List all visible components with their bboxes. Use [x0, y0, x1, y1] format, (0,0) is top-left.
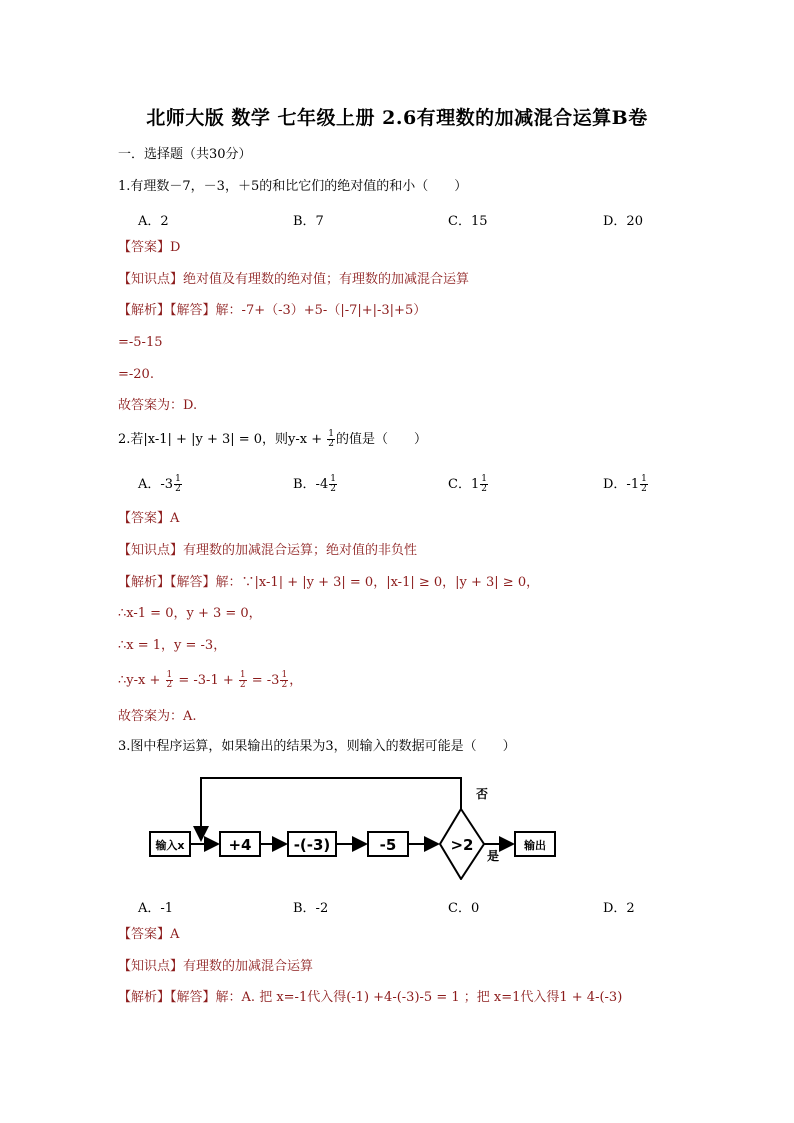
option-label: C．1 [448, 477, 480, 492]
fraction-denominator: 2 [166, 680, 173, 690]
option-label: A．-3 [138, 477, 174, 492]
q2-option-d [603, 473, 649, 494]
fraction-numerator: 1 [175, 474, 181, 484]
analysis-tag: 【解析】 [118, 303, 171, 318]
fraction-numerator: 1 [330, 474, 336, 484]
op3-label: -5 [379, 836, 397, 854]
jie-label: 解： [215, 575, 242, 590]
step4-part-c: = -3 [247, 673, 280, 688]
answer-tag: 【答案】 [118, 511, 171, 526]
input-label: 输入x [155, 839, 185, 852]
q1-option-c: C．15 [448, 214, 488, 229]
step4-fraction-3 [280, 671, 288, 690]
fraction-numerator: 1 [328, 429, 335, 439]
q1-conclusion: D. [183, 398, 198, 413]
op1-label: +4 [228, 836, 252, 854]
option-fraction [480, 475, 488, 494]
step4-fraction-2 [239, 671, 247, 690]
yes-label: 是 [487, 849, 500, 863]
q2-stem [118, 430, 427, 449]
section-heading: 一．选择题（共30分） [118, 147, 252, 162]
q1-option-a: A．2 [138, 214, 169, 229]
q3-option-a: A．-1 [138, 901, 174, 916]
q1-answer: D [170, 240, 181, 255]
q3-analysis-line: A. 把 x=-1代入得(-1) +4-(-3)-5 = 1 ；把 x=1代入得1 + 4-(-3) [241, 990, 623, 1005]
q1-step-3: =-20. [118, 367, 154, 382]
step4-part-d: ， [289, 673, 303, 688]
solution-tag: 【解答】 [170, 575, 216, 590]
q2-option-c [448, 473, 489, 494]
q2-option-b [293, 473, 338, 494]
option-fraction [174, 475, 182, 494]
jie-label: 解： [215, 990, 242, 1005]
fraction-denominator: 2 [328, 439, 335, 449]
q3-stem: 3.图中程序运算，如果输出的结果为3，则输入的数据可能是（ ） [118, 739, 516, 754]
q3-analysis-row [118, 989, 622, 1007]
fraction-numerator: 1 [166, 670, 173, 680]
step4-part-a: ∴y-x + [118, 673, 165, 688]
q2-answer-row [118, 510, 179, 528]
fraction-denominator: 2 [641, 484, 647, 494]
q2-knowledge: 有理数的加减混合运算；绝对值的非负性 [183, 543, 418, 558]
q3-answer-row [118, 926, 179, 944]
q3-knowledge: 有理数的加减混合运算 [183, 959, 314, 974]
q3-knowledge-row [118, 958, 313, 976]
q3-option-d: D．2 [603, 901, 635, 916]
conclusion-label: 故答案为： [118, 398, 184, 413]
option-label: B．-4 [293, 477, 329, 492]
solution-tag: 【解答】 [170, 990, 216, 1005]
knowledge-tag: 【知识点】 [118, 543, 184, 558]
output-label: 输出 [524, 839, 546, 852]
answer-tag: 【答案】 [118, 240, 171, 255]
q2-step-1: ∵|x-1| + |y + 3| = 0，|x-1| ≥ 0，|y + 3| ≥ 0， [241, 575, 540, 590]
fraction-denominator: 2 [175, 484, 181, 494]
q1-analysis-row [118, 302, 426, 320]
feedback-arrow [201, 778, 461, 840]
fraction-denominator: 2 [239, 680, 246, 690]
q1-answer-row [118, 239, 180, 257]
q2-stem-part-a: 2.若|x-1| + |y + 3| = 0，则y-x + [118, 432, 327, 447]
fraction-denominator: 2 [281, 680, 288, 690]
analysis-tag: 【解析】 [118, 990, 171, 1005]
answer-tag: 【答案】 [118, 927, 171, 942]
q2-step-4 [118, 671, 302, 690]
fraction-numerator: 1 [281, 670, 288, 680]
step4-part-b: = -3-1 + [174, 673, 238, 688]
q2-conclusion: A. [183, 709, 197, 724]
q2-answer: A [170, 511, 180, 526]
q2-option-a [138, 473, 183, 494]
jie-label: 解： [215, 303, 242, 318]
q1-step-2: =-5-15 [118, 335, 163, 350]
q1-step-1: -7+（-3）+5-（|-7|+|-3|+5） [241, 303, 427, 318]
knowledge-tag: 【知识点】 [118, 272, 184, 287]
q1-option-b: B．7 [293, 214, 324, 229]
q1-knowledge: 绝对值及有理数的绝对值；有理数的加减混合运算 [183, 272, 470, 287]
q1-stem: 1.有理数－7，－3，＋5的和比它们的绝对值的和小（ ） [118, 179, 468, 194]
analysis-tag: 【解析】 [118, 575, 171, 590]
no-label: 否 [476, 787, 489, 801]
fraction-denominator: 2 [481, 484, 487, 494]
option-fraction [640, 475, 648, 494]
fraction-numerator: 1 [239, 670, 246, 680]
fraction-numerator: 1 [481, 474, 487, 484]
knowledge-tag: 【知识点】 [118, 959, 184, 974]
page-title: 北师大版 数学 七年级上册 2.6有理数的加减混合运算B卷 [146, 107, 648, 129]
fraction-numerator: 1 [641, 474, 647, 484]
option-label: D．-1 [603, 477, 640, 492]
q2-conclusion-row [118, 708, 197, 726]
q3-answer: A [170, 927, 180, 942]
q2-stem-fraction [327, 430, 335, 449]
q2-step-2: ∴x-1 = 0，y + 3 = 0， [118, 606, 262, 621]
q1-conclusion-row [118, 397, 197, 415]
q1-knowledge-row [118, 271, 469, 289]
q1-option-d: D．20 [603, 214, 643, 229]
q2-stem-part-b: 的值是（ ） [336, 432, 428, 447]
conclusion-label: 故答案为： [118, 709, 184, 724]
condition-label: >2 [450, 836, 474, 854]
step4-fraction-1 [166, 671, 174, 690]
q3-option-c: C．0 [448, 901, 480, 916]
option-fraction [329, 475, 337, 494]
q2-analysis-row [118, 574, 539, 592]
q3-option-b: B．-2 [293, 901, 329, 916]
fraction-denominator: 2 [330, 484, 336, 494]
q2-step-3: ∴x = 1，y = -3， [118, 638, 227, 653]
q2-knowledge-row [118, 542, 417, 560]
program-flowchart [140, 770, 570, 880]
op2-label: -(-3) [293, 836, 331, 854]
solution-tag: 【解答】 [170, 303, 216, 318]
